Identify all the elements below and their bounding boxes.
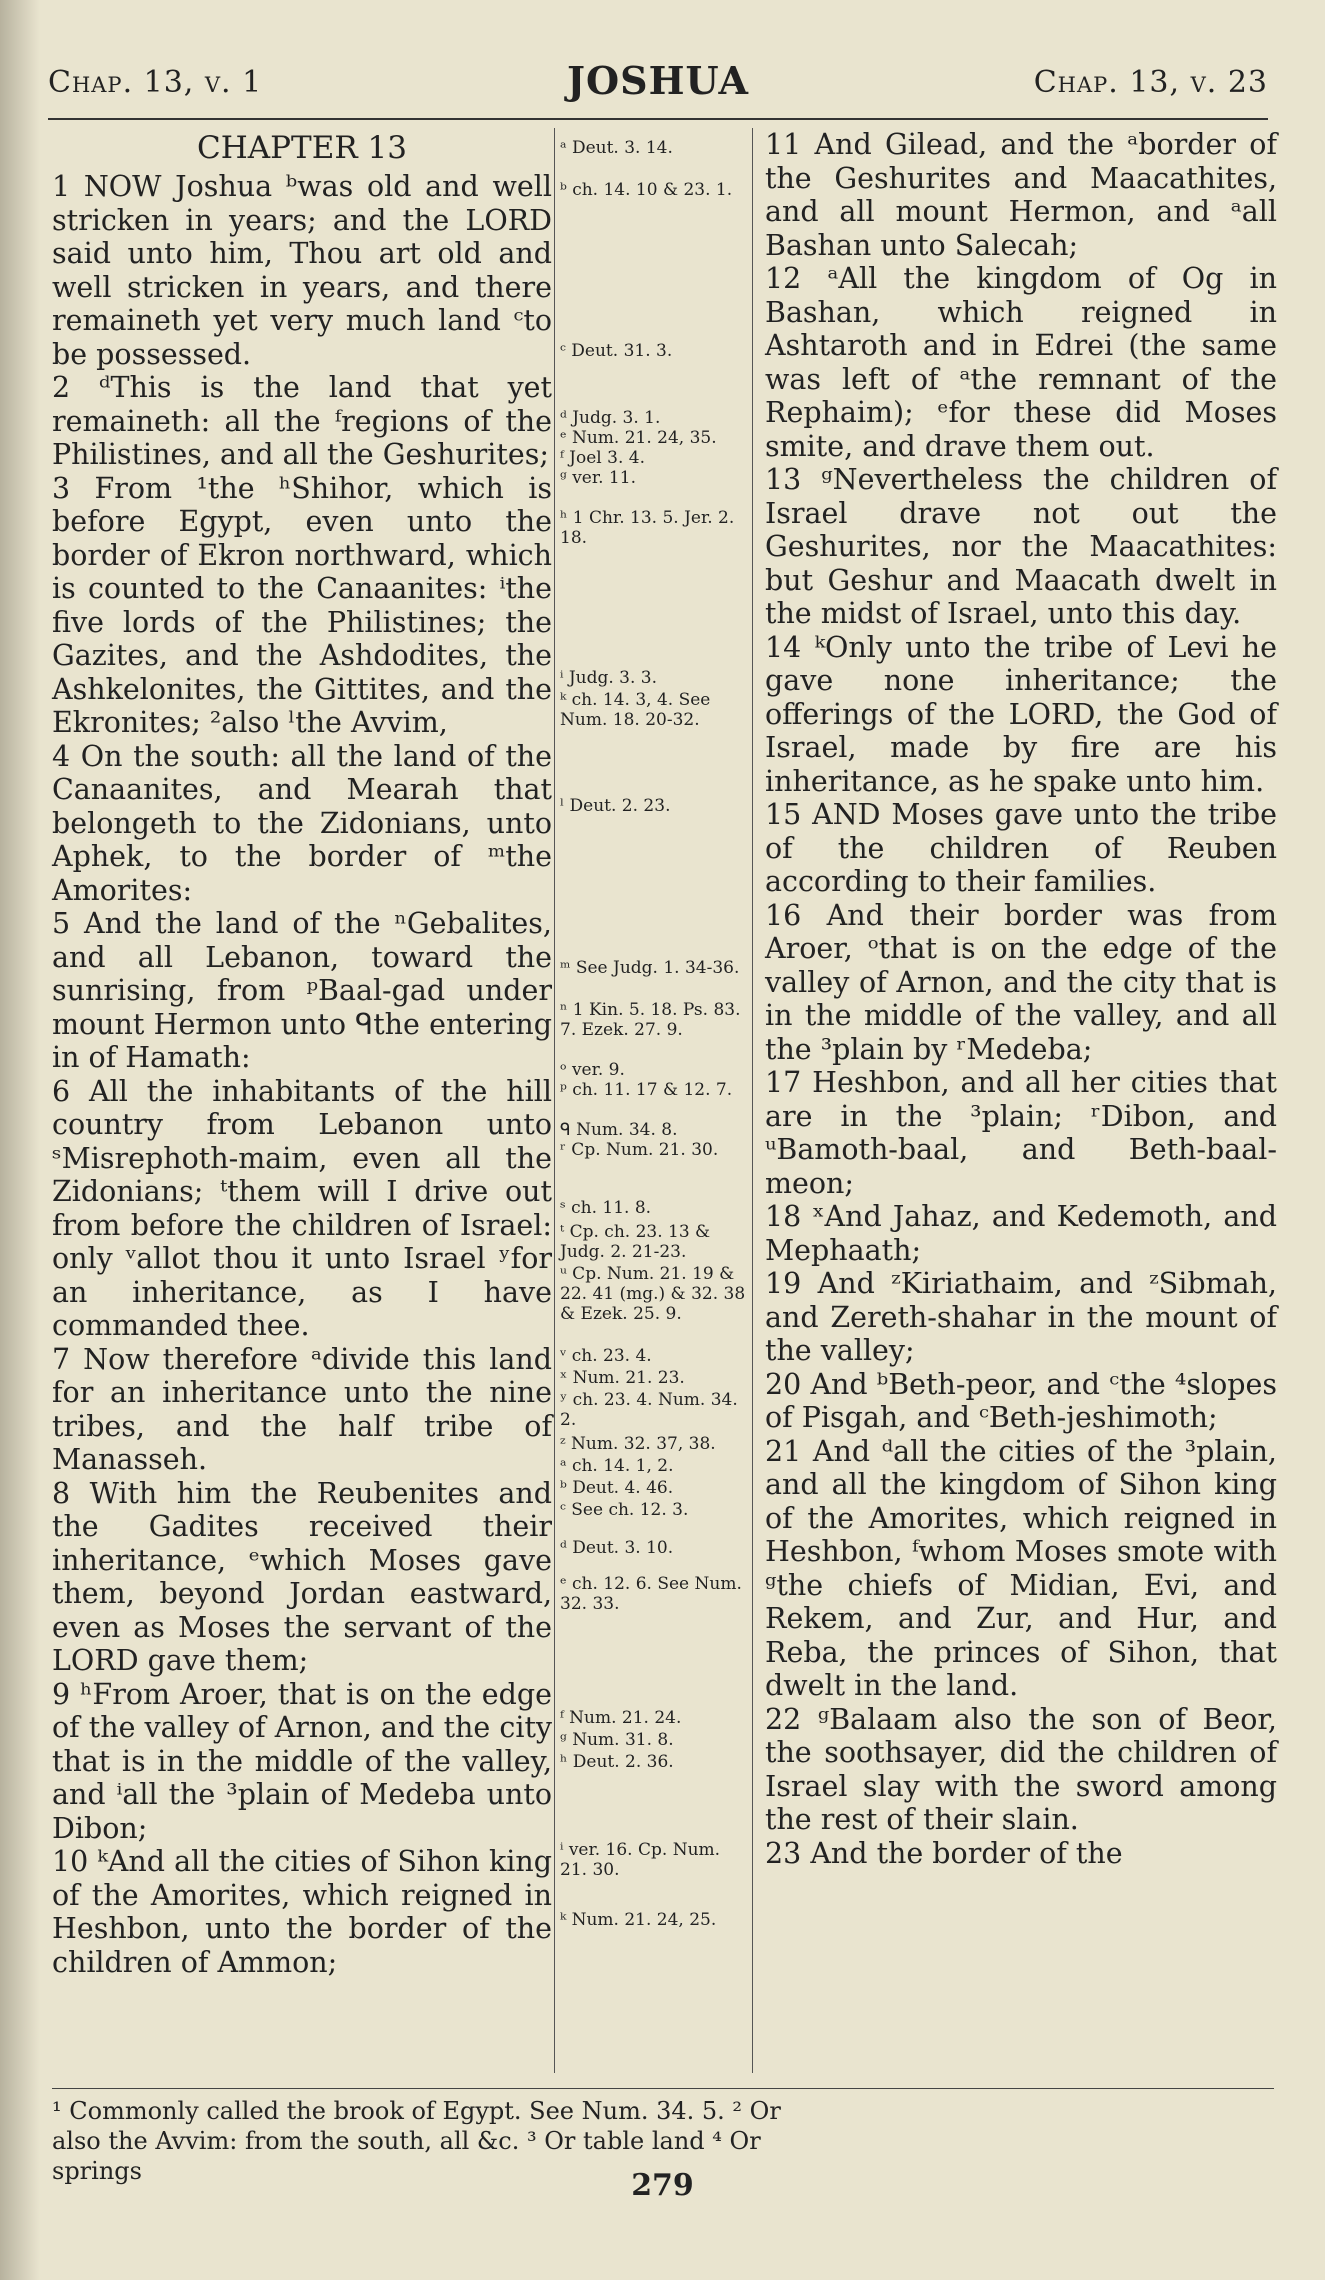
verse-23: 23 And the border of the bbox=[765, 1836, 1123, 1870]
verse-16: 16 And their border was from Aroer, ᵒthat is on the edge of the valley of Arnon, and the city that is in the middle of the valley, and all the ³plain by ʳMedeba; bbox=[765, 898, 1277, 1066]
verse-18: 18 ˣAnd Jahaz, and Kedemoth, and Mephaath; bbox=[765, 1200, 1277, 1267]
cross-ref: ʳ Cp. Num. 21. 30. bbox=[560, 1140, 719, 1160]
verse-1: 1 NOW Joshua ᵇwas old and well stricken in years; and the LORD said unto him, Thou art old and well stricken in years, and there remaineth yet very much land ᶜto be possessed. bbox=[52, 170, 552, 371]
binding-shadow bbox=[0, 0, 40, 2280]
cross-ref: ᑫ Num. 34. 8. bbox=[560, 1120, 678, 1140]
cross-ref: ᵃ Deut. 3. 14. bbox=[560, 138, 673, 158]
cross-ref: ᶜ Deut. 31. 3. bbox=[560, 341, 673, 361]
verse-6: 6 All the inhabitants of the hill country from Lebanon unto ˢMisrephoth-maim, even all the Zidonians; ᵗthem will I drive out from before the children of Israel: only ᵛallot thou it unto Israel ʸfor an inheritance, as I have commanded thee. bbox=[52, 1074, 552, 1342]
verse-11: 11 And Gilead, and the ᵃborder of the Geshurites and Maacathites, and all mount Hermon, and ᵃall Bashan unto Salecah; bbox=[765, 128, 1277, 262]
cross-ref: ᶠ Joel 3. 4. bbox=[560, 448, 645, 468]
verse-15: 15 AND Moses gave unto the tribe of the children of Reuben according to their families. bbox=[765, 798, 1277, 898]
cross-ref: ⁱ ver. 16. Cp. Num. 21. 30. bbox=[560, 1840, 721, 1880]
page-number: 279 bbox=[631, 2168, 694, 2203]
verse-22: 22 ᵍBalaam also the son of Beor, the soothsayer, did the children of Israel slay with the sword among the rest of their slain. bbox=[765, 1702, 1277, 1836]
cross-ref: ᵒ ver. 9. bbox=[560, 1060, 625, 1080]
cross-ref: ᵇ Deut. 4. 46. bbox=[560, 1478, 674, 1498]
cross-ref: ᵖ ch. 11. 17 & 12. 7. bbox=[560, 1080, 733, 1100]
cross-ref: ᵏ ch. 14. 3, 4. See Num. 18. 20-32. bbox=[560, 690, 711, 730]
cross-ref: ᵛ ch. 23. 4. bbox=[560, 1346, 652, 1366]
cross-ref: ᵉ Num. 21. 24, 35. bbox=[560, 428, 717, 448]
verse-10: 10 ᵏAnd all the cities of Sihon king of the Amorites, which reigned in Heshbon, unto the border of the children of Ammon; bbox=[52, 1845, 552, 1979]
verse-9: 9 ʰFrom Aroer, that is on the edge of the valley of Arnon, and the city that is in the middle of the valley, and ⁱall the ³plain of Medeba unto Dibon; bbox=[52, 1677, 552, 1845]
cross-ref: ᵍ Num. 31. 8. bbox=[560, 1730, 674, 1750]
cross-ref: ᶜ See ch. 12. 3. bbox=[560, 1500, 689, 1520]
verse-12: 12 ᵃAll the kingdom of Og in Bashan, which reigned in Ashtaroth and in Edrei (the same was left of ᵃthe remnant of the Rephaim); ᵉfor these did Moses smite, and drave them out. bbox=[765, 262, 1277, 463]
cross-ref: ᵘ Cp. Num. 21. 19 & 22. 41 (mg.) & 32. 38 & Ezek. 25. 9. bbox=[560, 1264, 746, 1324]
cross-reference-column bbox=[560, 128, 750, 2088]
cross-ref: ʸ ch. 23. 4. Num. 34. 2. bbox=[560, 1390, 738, 1430]
cross-ref: ʰ Deut. 2. 36. bbox=[560, 1752, 674, 1772]
cross-ref: ᵇ ch. 14. 10 & 23. 1. bbox=[560, 180, 733, 200]
verse-20: 20 And ᵇBeth-peor, and ᶜthe ⁴slopes of Pisgah, and ᶜBeth-jeshimoth; bbox=[765, 1367, 1277, 1434]
verse-13: 13 ᵍNevertheless the children of Israel drave not out the Geshurites, nor the Maacathites: but Geshur and Maacath dwelt in the midst of Israel, unto this day. bbox=[765, 463, 1277, 630]
verse-3: 3 From ¹the ʰShihor, which is before Egypt, even unto the border of Ekron northward, which is counted to the Canaanites: ⁱthe five lords of the Philistines; the Gazites, and the Ashdodites, the Ashkelonites, the Gittites, and the Ekronites; ²also ˡthe Avvim, bbox=[52, 471, 552, 739]
footnote-rule bbox=[52, 2088, 1274, 2089]
cross-ref: ᶠ Num. 21. 24. bbox=[560, 1708, 682, 1728]
cross-ref: ⁱ Judg. 3. 3. bbox=[560, 668, 658, 688]
verse-19: 19 And ᶻKiriathaim, and ᶻSibmah, and Zereth-shahar in the mount of the valley; bbox=[765, 1267, 1277, 1367]
verse-7: 7 Now therefore ᵃdivide this land for an inheritance unto the nine tribes, and the half tribe of Manasseh. bbox=[52, 1342, 552, 1476]
cross-ref: ᵏ Num. 21. 24, 25. bbox=[560, 1910, 717, 1930]
verse-5: 5 And the land of the ⁿGebalites, and all Lebanon, toward the sunrising, from ᵖBaal-gad under mount Hermon unto ᑫthe entering in of Hamath: bbox=[52, 907, 552, 1074]
cross-ref: ᵈ Deut. 3. 10. bbox=[560, 1538, 674, 1558]
right-text-column bbox=[765, 128, 1277, 1870]
column-rule-right bbox=[752, 128, 753, 2073]
cross-ref: ⁿ 1 Kin. 5. 18. Ps. 83. 7. Ezek. 27. 9. bbox=[560, 1000, 741, 1040]
column-rule-left bbox=[554, 128, 555, 2073]
header-left: Chap. 13, v. 1 bbox=[48, 65, 263, 100]
verse-17: 17 Heshbon, and all her cities that are in the ³plain; ʳDibon, and ᵘBamoth-baal, and Beth-baal-meon; bbox=[765, 1066, 1277, 1200]
chapter-heading: CHAPTER 13 bbox=[197, 130, 407, 166]
cross-ref: ᵗ Cp. ch. 23. 13 & Judg. 2. 21-23. bbox=[560, 1222, 711, 1262]
header-book-title: JOSHUA bbox=[567, 58, 749, 103]
cross-ref: ʰ 1 Chr. 13. 5. Jer. 2. 18. bbox=[560, 508, 735, 548]
running-header bbox=[48, 55, 1268, 115]
left-text-column bbox=[52, 128, 552, 1979]
cross-ref: ˣ Num. 21. 23. bbox=[560, 1368, 685, 1388]
cross-ref: ˢ ch. 11. 8. bbox=[560, 1198, 652, 1218]
header-rule bbox=[48, 118, 1268, 120]
verse-8: 8 With him the Reubenites and the Gadites received their inheritance, ᵉwhich Moses gave them, beyond Jordan eastward, even as Moses the servant of the LORD gave them; bbox=[52, 1476, 552, 1677]
cross-ref: ᵈ Judg. 3. 1. bbox=[560, 408, 661, 428]
verse-21: 21 And ᵈall the cities of the ³plain, and all the kingdom of Sihon king of the Amorites, which reigned in Heshbon, ᶠwhom Moses smote with ᵍthe chiefs of Midian, Evi, and Rekem, and Zur, and Hur, and Reba, the princes of Sihon, that dwelt in the land. bbox=[765, 1434, 1277, 1702]
verse-4: 4 On the south: all the land of the Canaanites, and Mearah that belongeth to the Zidonians, unto Aphek, to the border of ᵐthe Amorites: bbox=[52, 739, 552, 907]
cross-ref: ᶻ Num. 32. 37, 38. bbox=[560, 1434, 716, 1454]
cross-ref: ˡ Deut. 2. 23. bbox=[560, 796, 671, 816]
cross-ref: ᵃ ch. 14. 1, 2. bbox=[560, 1456, 674, 1476]
cross-ref: ᵉ ch. 12. 6. See Num. 32. 33. bbox=[560, 1574, 742, 1614]
verse-14: 14 ᵏOnly unto the tribe of Levi he gave none inheritance; the offerings of the LORD, the God of Israel, made by fire are his inheritance, as he spake unto him. bbox=[765, 630, 1277, 798]
cross-ref: ᵐ See Judg. 1. 34-36. bbox=[560, 958, 740, 978]
cross-ref: ᵍ ver. 11. bbox=[560, 468, 636, 488]
verse-2: 2 ᵈThis is the land that yet remaineth: all the ᶠregions of the Philistines, and all the Geshurites; bbox=[52, 371, 552, 471]
footnote-left: ¹ Commonly called the brook of Egypt. See Num. 34. 5. ² Or also the Avvim: from the south, all &c. ³ Or table land ⁴ Or springs bbox=[52, 2097, 781, 2185]
header-right: Chap. 13, v. 23 bbox=[1033, 65, 1268, 100]
